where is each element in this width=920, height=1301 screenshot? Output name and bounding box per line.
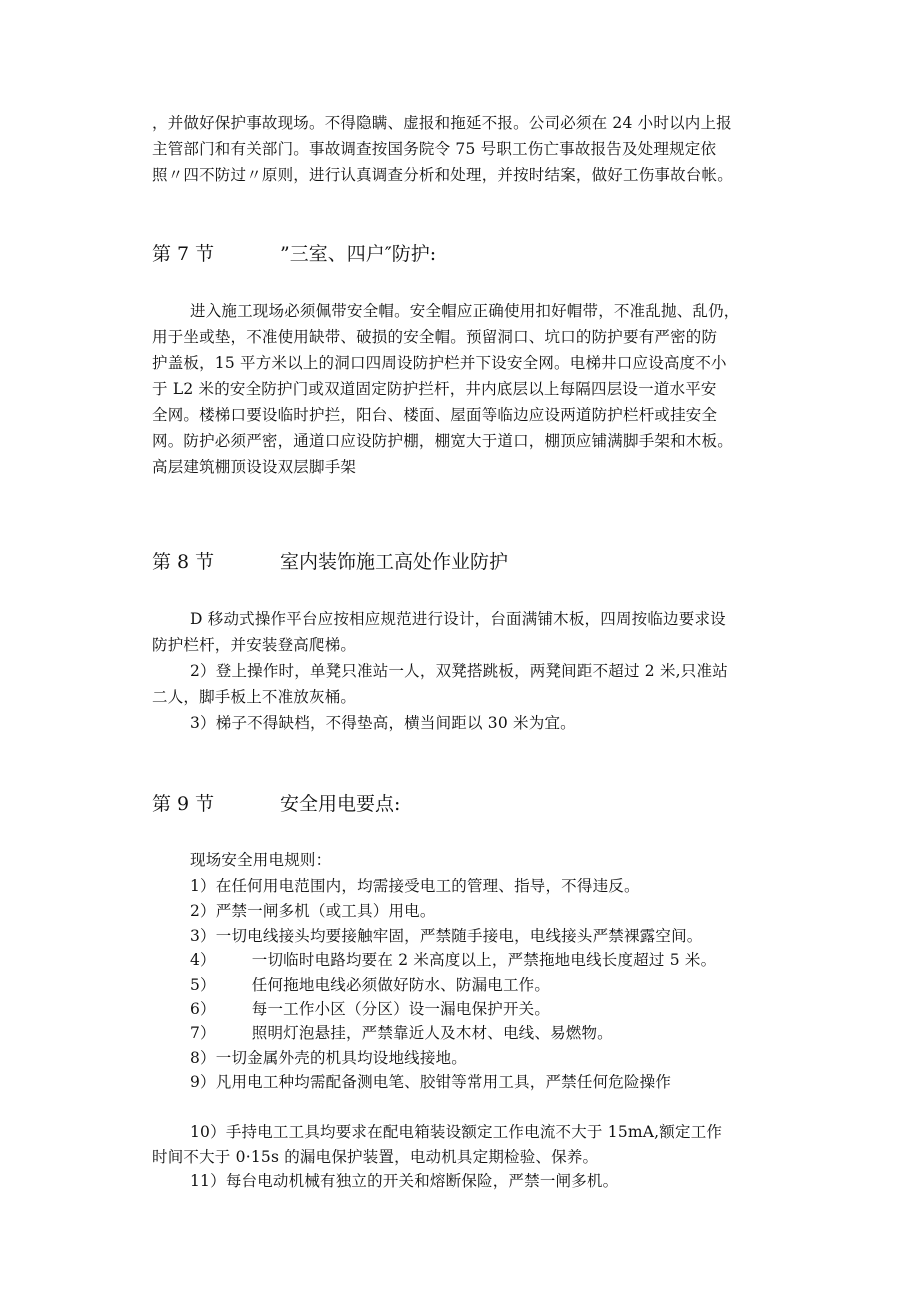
rule-item — [190, 1046, 467, 1070]
section-7-paragraph — [152, 298, 772, 480]
intro-line: 照〃四不防过〃原则，进行认真调查分析和处理，并按时结案，做好工伤事故台帐。 — [152, 166, 733, 184]
intro-line: ，并做好保护事故现场。不得隐瞒、虚报和拖延不报。公司必须在 24 小时以内上报 — [152, 114, 732, 132]
rule-text: 严禁一闸多机（或工具）用电。 — [215, 902, 436, 920]
rule-item — [190, 948, 716, 972]
paragraph-line: 于 L2 米的安全防护门或双道固定防护拦杆，井内底层以上每隔四层设一道水平安 — [152, 380, 717, 398]
section-7-heading — [152, 240, 436, 268]
section-number: 第 7 节 — [152, 243, 215, 265]
paragraph-line: 2）登上操作时，单凳只准站一人，双凳搭跳板，两凳间距不超过 2 米,只准站 — [190, 662, 728, 680]
rule-text: 一切临时电路均要在 2 米高度以上，严禁拖地电线长度超过 5 米。 — [251, 951, 717, 969]
section-number: 第 8 节 — [152, 551, 215, 573]
paragraph-line: 用于坐或垫，不准使用缺带、破损的安全帽。预留洞口、坑口的防护要有严密的防 — [152, 328, 718, 346]
rule-number: 4） — [190, 951, 216, 969]
section-title: 安全用电要点: — [280, 793, 401, 815]
rule-item-10-line: 10）手持电工工具均要求在配电箱装设额定工作电流不大于 15mA,额定工作 — [190, 1123, 723, 1141]
rule-text: 一切电线接头均要接触牢固，严禁随手接电，电线接头严禁裸露空间。 — [215, 927, 703, 945]
paragraph-line: 全网。楼梯口要设临时护拦，阳台、楼面、屋面等临边应设两道防护栏杆或挂安全 — [152, 406, 718, 424]
section-8-paragraph — [152, 606, 772, 736]
rule-text: 任何拖地电线必须做好防水、防漏电工作。 — [251, 976, 551, 994]
paragraph-line: 3）梯子不得缺档，不得垫高，横当间距以 30 米为宜。 — [190, 714, 576, 732]
rule-item — [190, 1070, 671, 1094]
section-9-heading — [152, 790, 400, 818]
rule-text: 凡用电工种均需配备测电笔、胶钳等常用工具，严禁任何危险操作 — [215, 1073, 672, 1091]
paragraph-line: 进入施工现场必须佩带安全帽。安全帽应正确使用扣好帽带，不准乱抛、乱仍， — [190, 302, 740, 320]
rule-number: 9） — [190, 1073, 216, 1091]
paragraph-line: 防护栏杆，并安装登高爬梯。 — [152, 636, 357, 654]
paragraph-line: 网。防护必须严密，通道口应设防护棚，棚宽大于道口，棚顶应铺满脚手架和木板。 — [152, 432, 733, 450]
rule-item-11: 11）每台电动机械有独立的开关和熔断保险，严禁一闸多机。 — [190, 1172, 619, 1190]
rule-item-10-line: 时间不大于 0·15s 的漏电保护装置，电动机具定期检验、保养。 — [152, 1148, 599, 1166]
intro-line: 主管部门和有关部门。事故调查按国务院令 75 号职工伤亡事故报告及处理规定依 — [152, 140, 717, 158]
rule-item — [190, 997, 550, 1021]
rule-item — [190, 1021, 613, 1045]
paragraph-line: 高层建筑棚顶设设双层脚手架 — [152, 458, 357, 476]
rule-number: 1） — [190, 877, 216, 895]
section-8-heading — [152, 548, 508, 576]
rule-text: 一切金属外壳的机具均设地线接地。 — [215, 1049, 467, 1067]
rule-item — [190, 874, 640, 898]
rule-text: 照明灯泡悬挂，严禁靠近人及木材、电线、易燃物。 — [251, 1024, 613, 1042]
rules-title: 现场安全用电规则： — [190, 851, 332, 869]
section-title: ”三室、四户″防护: — [280, 243, 437, 265]
section-number: 第 9 节 — [152, 793, 215, 815]
rule-text: 在任何用电范围内，均需接受电工的管理、指导，不得违反。 — [215, 877, 640, 895]
rule-number: 3） — [190, 927, 216, 945]
rule-text: 每一工作小区（分区）设一漏电保护开关。 — [251, 1000, 551, 1018]
rule-item — [190, 973, 550, 997]
rule-item — [190, 899, 436, 923]
paragraph-line: 二人，脚手板上不准放灰桶。 — [152, 688, 357, 706]
rule-number: 7） — [190, 1024, 216, 1042]
rule-number: 8） — [190, 1049, 216, 1067]
paragraph-line: D 移动式操作平台应按相应规范进行设计，台面满铺木板，四周按临边要求设 — [190, 610, 726, 628]
intro-paragraph — [152, 110, 772, 188]
rule-number: 6） — [190, 1000, 216, 1018]
paragraph-line: 护盖板，15 平方米以上的洞口四周设防护栏并下设安全网。电梯井口应设高度不小 — [152, 354, 727, 372]
rule-item — [190, 924, 702, 948]
rule-number: 2） — [190, 902, 216, 920]
rule-number: 5） — [190, 976, 216, 994]
section-title: 室内装饰施工高处作业防护 — [280, 551, 509, 573]
